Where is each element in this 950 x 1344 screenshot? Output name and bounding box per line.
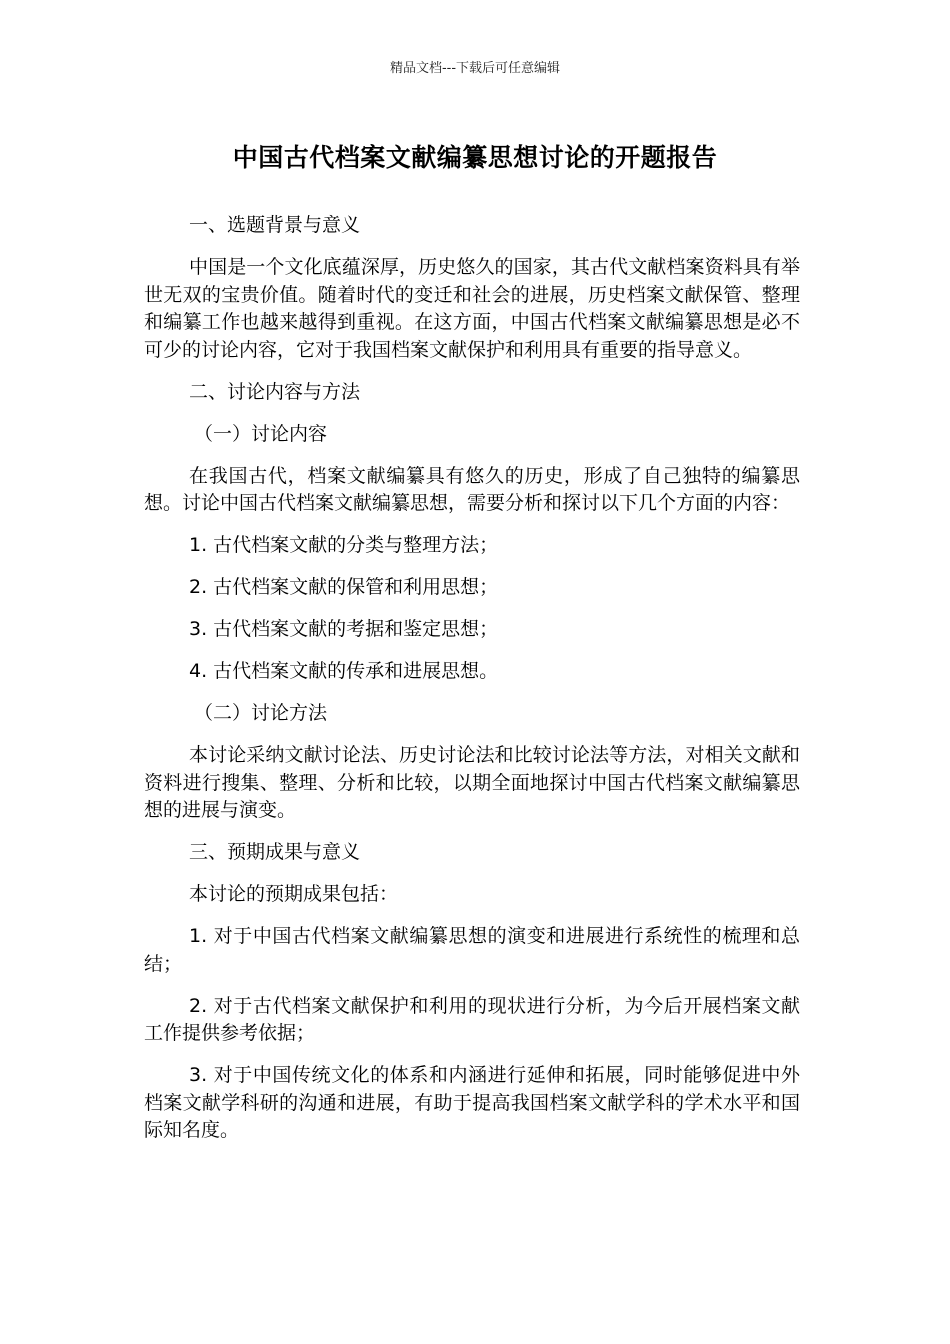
section-heading-3: 三、预期成果与意义 <box>189 841 361 863</box>
document-title: 中国古代档案文献编纂思想讨论的开题报告 <box>232 143 718 172</box>
subsection-heading-method: （二）讨论方法 <box>194 702 328 724</box>
section-heading-1: 一、选题背景与意义 <box>189 214 361 236</box>
subsection-heading-content: （一）讨论内容 <box>194 422 328 445</box>
list-item: 1. 对于中国古代档案文献编纂思想的演变和进展进行系统性的梳理和总结； <box>144 925 800 975</box>
section-heading-2: 二、讨论内容与方法 <box>189 380 361 403</box>
list-item: 1. 古代档案文献的分类与整理方法； <box>189 534 499 556</box>
list-item: 2. 对于古代档案文献保护和利用的现状进行分析，为今后开展档案文献工作提供参考依据； <box>144 994 800 1044</box>
list-item: 4. 古代档案文献的传承和进展思想。 <box>189 660 499 682</box>
page-header: 精品文档---下载后可任意编辑 <box>389 61 561 76</box>
paragraph-content-intro: 在我国古代，档案文献编纂具有悠久的历史，形成了自己独特的编纂思想。讨论中国古代档案文献编纂思想，需要分析和探讨以下几个方面的内容： <box>144 464 800 514</box>
list-item: 3. 古代档案文献的考据和鉴定思想； <box>189 618 499 640</box>
paragraph-results-intro: 本讨论的预期成果包括： <box>189 883 399 905</box>
list-item: 3. 对于中国传统文化的体系和内涵进行延伸和拓展，同时能够促进中外档案文献学科研的沟通和进展，有助于提高我国档案文献学科的学术水平和国际知名度。 <box>144 1064 800 1141</box>
paragraph-method: 本讨论采纳文献讨论法、历史讨论法和比较讨论法等方法，对相关文献和资料进行搜集、整理、分析和比较，以期全面地探讨中国古代档案文献编纂思想的进展与演变。 <box>144 744 800 821</box>
document-body <box>144 212 800 1159</box>
list-item: 2. 古代档案文献的保管和利用思想； <box>189 576 499 598</box>
paragraph-background: 中国是一个文化底蕴深厚，历史悠久的国家，其古代文献档案资料具有举世无双的宝贵价值。随着时代的变迁和社会的进展，历史档案文献保管、整理和编纂工作也越来越得到重视。在这方面，中国古代档案文献编纂思想是必不可少的讨论内容，它对于我国档案文献保护和利用具有重要的指导意义。 <box>144 256 800 361</box>
